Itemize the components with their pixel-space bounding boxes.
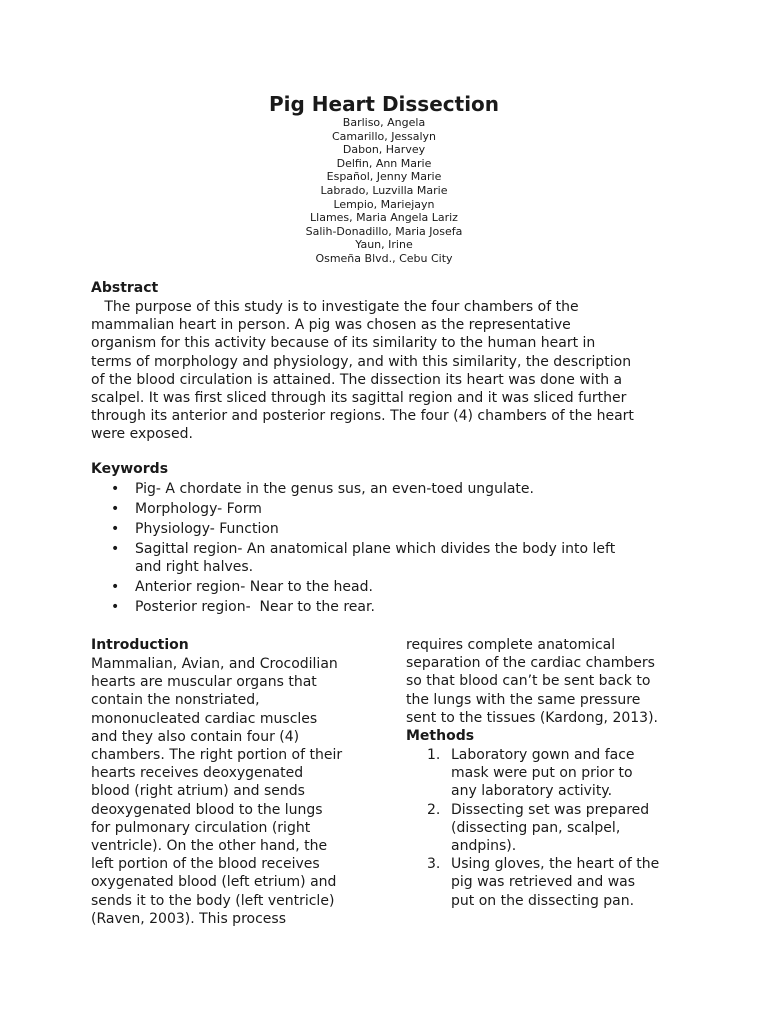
abstract-line: The purpose of this study is to investigate the four chambers of the — [91, 299, 579, 315]
introduction-continued-line: requires complete anatomical — [406, 637, 616, 653]
keyword-text: Anterior region- Near to the head. — [135, 579, 373, 596]
methods-heading: Methods — [406, 728, 475, 745]
author-line: Delfin, Ann Marie — [336, 156, 432, 170]
bullet-icon: • — [111, 481, 120, 497]
method-line: Dissecting set was prepared — [451, 801, 650, 818]
bullet-icon: • — [111, 501, 120, 517]
list-item — [406, 801, 706, 856]
introduction-line: contain the nonstriated, — [91, 692, 260, 709]
method-line: pig was retrieved and was — [451, 874, 636, 891]
author-line: Camarillo, Jessalyn — [331, 129, 437, 143]
keyword-text: Posterior region- Near to the rear. — [135, 599, 375, 616]
method-line: put on the dissecting pan. — [451, 892, 635, 909]
abstract-line: terms of morphology and physiology, and with this similarity, the description — [91, 353, 632, 370]
introduction-line: sends it to the body (left ventricle) — [91, 892, 335, 909]
introduction-continued-line: the lungs with the same pressure — [406, 691, 641, 708]
introduction-line: mononucleated cardiac muscles — [91, 710, 318, 727]
introduction-continued-line: separation of the cardiac chambers — [406, 655, 655, 672]
abstract-line: mammalian heart in person. A pig was chosen as the representative — [91, 317, 571, 334]
abstract-line: through its anterior and posterior regions. The four (4) chambers of the heart — [91, 408, 634, 425]
abstract-line: scalpel. It was first sliced through its sagittal region and it was sliced further — [91, 390, 627, 407]
right-column — [406, 636, 706, 910]
introduction-line: blood (right atrium) and sends — [91, 783, 305, 800]
list-item — [91, 598, 691, 616]
keywords-heading: Keywords — [91, 461, 169, 477]
introduction-line: chambers. The right portion of their — [91, 747, 343, 764]
bullet-icon: • — [111, 579, 120, 596]
keyword-text: and right halves. — [135, 559, 254, 576]
page-title: Pig Heart Dissection — [268, 92, 500, 116]
list-item — [406, 746, 706, 801]
introduction-continued-line: sent to the tissues (Kardong, 2013). — [406, 709, 658, 726]
method-line: andpins). — [451, 838, 517, 855]
list-item — [91, 520, 691, 538]
method-line: (dissecting pan, scalpel, — [451, 819, 621, 836]
author-line: Labrado, Luzvilla Marie — [320, 183, 448, 197]
list-item — [91, 578, 691, 596]
abstract-line: were exposed. — [91, 426, 193, 443]
introduction-line: and they also contain four (4) — [91, 728, 300, 745]
abstract-line: organism for this activity because of its similarity to the human heart in — [91, 335, 596, 352]
introduction-continued-line: so that blood can’t be sent back to — [406, 673, 651, 690]
introduction-line: ventricle). On the other hand, the — [91, 838, 328, 855]
list-item — [91, 500, 691, 518]
author-list — [0, 116, 768, 266]
author-line: Lempio, Mariejayn — [333, 197, 435, 211]
introduction-line: for pulmonary circulation (right — [91, 819, 311, 836]
introduction-line: Mammalian, Avian, and Crocodilian — [91, 656, 338, 672]
method-line: Using gloves, the heart of the — [451, 856, 660, 873]
introduction-line: deoxygenated blood to the lungs — [91, 801, 323, 818]
introduction-line: oxygenated blood (left etrium) and — [91, 874, 337, 891]
keyword-text: Sagittal region- An anatomical plane which divides the body into left — [135, 541, 616, 557]
step-number: 2. — [427, 801, 441, 818]
abstract-body — [91, 298, 691, 444]
author-line: Dabon, Harvey — [342, 143, 426, 157]
bullet-icon: • — [111, 599, 120, 616]
list-item — [91, 480, 691, 498]
abstract-heading: Abstract — [91, 280, 159, 296]
method-line: Laboratory gown and face — [451, 747, 635, 764]
abstract-line: of the blood circulation is attained. The dissection its heart was done with a — [91, 371, 623, 388]
methods-list — [406, 746, 706, 910]
bullet-icon: • — [111, 521, 120, 537]
introduction-heading: Introduction — [91, 637, 189, 653]
step-number: 1. — [427, 747, 441, 764]
author-line: Barliso, Angela — [342, 116, 426, 129]
keywords-list — [91, 480, 691, 618]
introduction-section — [91, 635, 391, 928]
author-line: Español, Jenny Marie — [326, 170, 442, 184]
introduction-line: left portion of the blood receives — [91, 856, 320, 873]
bullet-icon: • — [111, 541, 120, 557]
author-line: Llames, Maria Angela Lariz — [310, 211, 458, 225]
method-line: mask were put on prior to — [451, 765, 633, 782]
step-number: 3. — [427, 856, 441, 873]
method-line: any laboratory activity. — [451, 783, 613, 800]
introduction-line: (Raven, 2003). This process — [91, 910, 286, 927]
author-line: Yaun, Irine — [355, 238, 413, 252]
keyword-text: Morphology- Form — [135, 501, 262, 517]
list-item — [91, 540, 691, 576]
keyword-text: Physiology- Function — [135, 521, 279, 537]
affiliation-line: Osmeña Blvd., Cebu City — [315, 251, 453, 265]
introduction-line: hearts are muscular organs that — [91, 674, 317, 691]
keyword-text: Pig- A chordate in the genus sus, an even-toed ungulate. — [135, 481, 534, 497]
introduction-line: hearts receives deoxygenated — [91, 765, 304, 782]
author-line: Salih-Donadillo, Maria Josefa — [305, 224, 463, 238]
list-item — [406, 855, 706, 910]
